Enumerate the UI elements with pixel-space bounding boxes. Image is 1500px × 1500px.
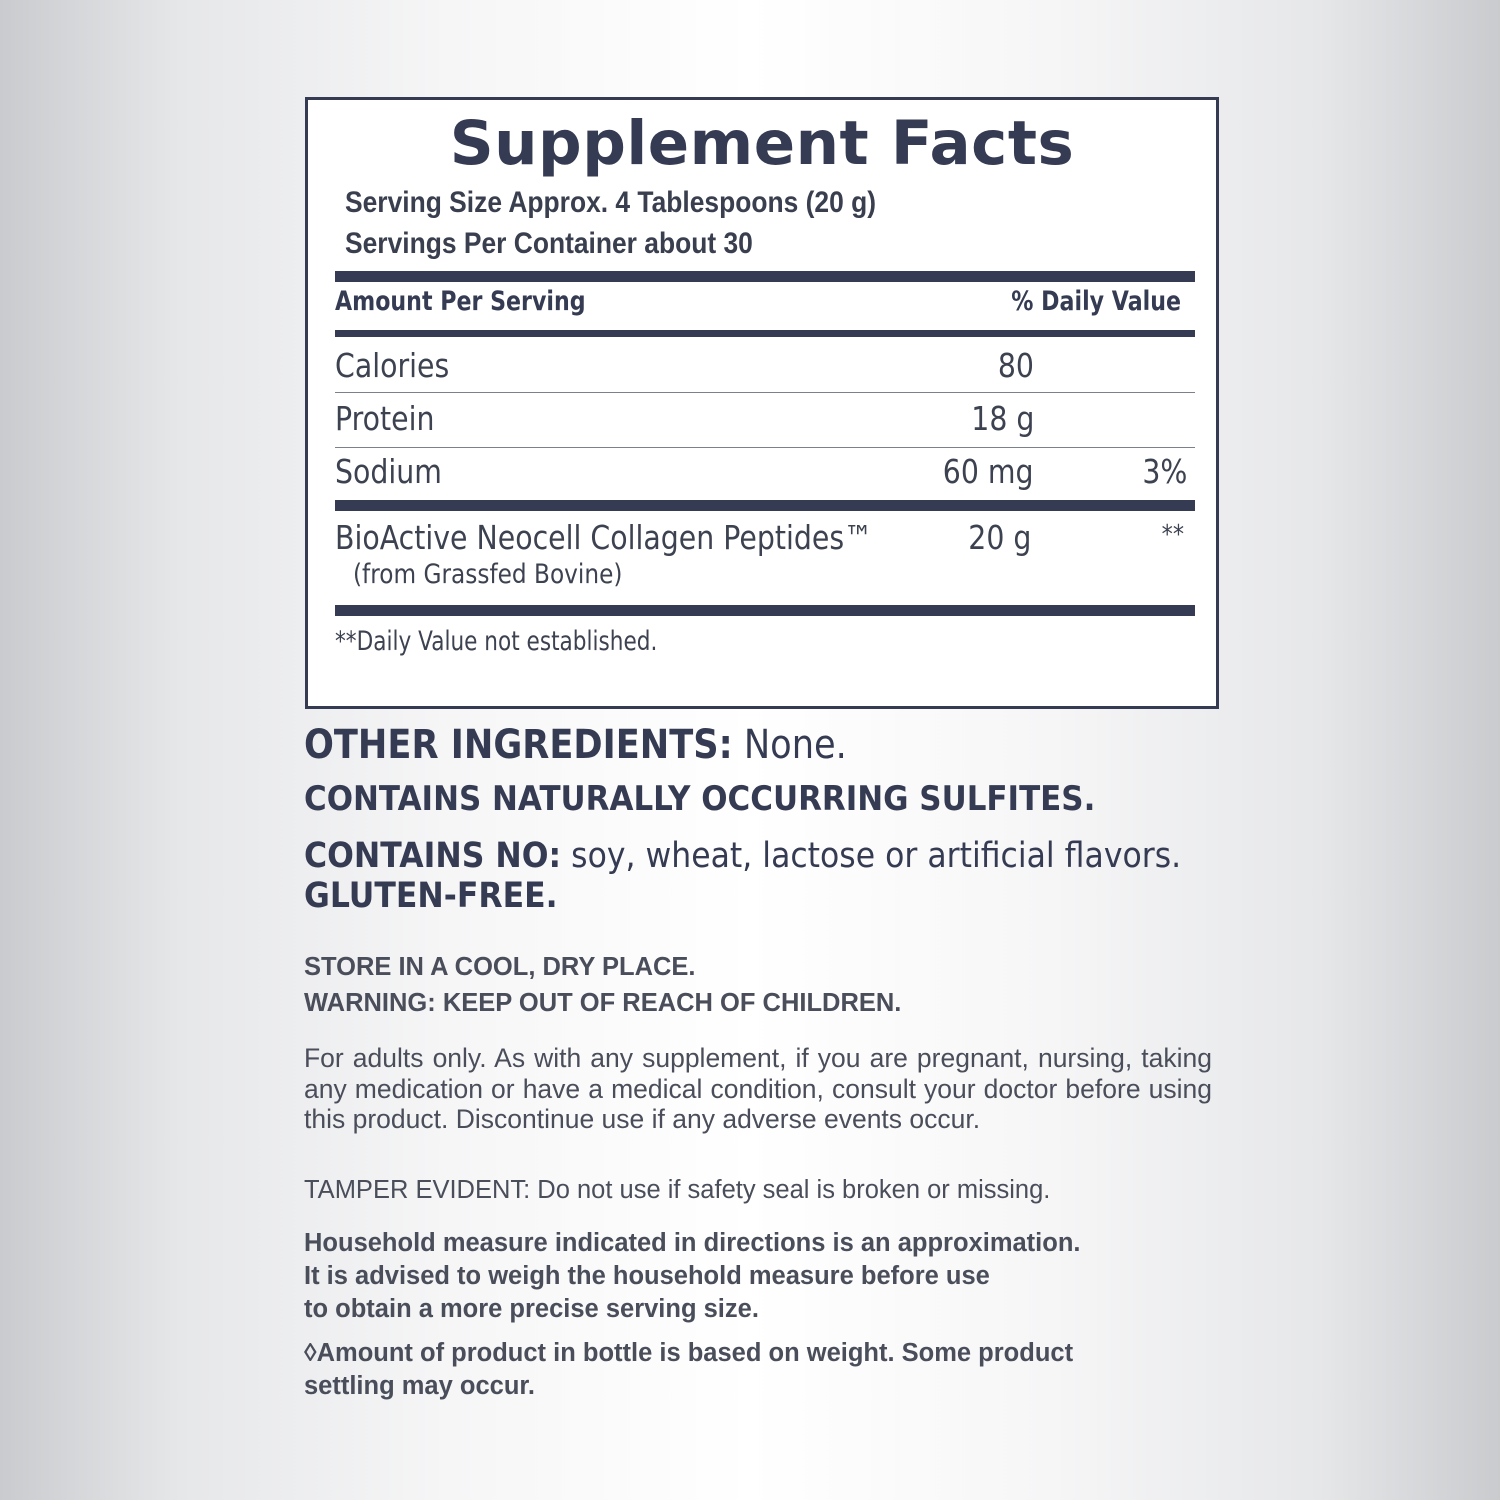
amount-per-serving-header: Amount Per Serving: [335, 286, 586, 317]
other-ingredients-label: OTHER INGREDIENTS:: [304, 722, 733, 768]
adults-only-paragraph: For adults only. As with any supplement, if you are pregnant, nursing, taking any medication or have a medical condition, consult your doctor before using this product. Discontinue use if any adverse events occur.: [304, 1043, 1212, 1134]
footnote: **Daily Value not established.: [335, 626, 658, 657]
row-collagen-source: (from Grassfed Bovine): [353, 559, 623, 590]
warning-statement: WARNING: KEEP OUT OF REACH OF CHILDREN.: [304, 989, 902, 1017]
thick-divider-bottom: [335, 605, 1195, 616]
supplement-facts-panel: [305, 97, 1219, 709]
row-calories-amount: 80: [997, 346, 1034, 385]
contains-no-label: CONTAINS NO:: [304, 836, 562, 876]
servings-per-container: Servings Per Container about 30: [345, 227, 753, 260]
household-line-2: It is advised to weigh the household measure before use: [304, 1262, 990, 1290]
row-divider: [335, 447, 1195, 448]
row-sodium-name: Sodium: [335, 452, 442, 491]
row-collagen-amount: 20 g: [967, 518, 1031, 557]
thick-divider-middle: [335, 500, 1195, 511]
tamper-evident: TAMPER EVIDENT: Do not use if safety seal is broken or missing.: [304, 1176, 1051, 1204]
daily-value-header: % Daily Value: [1011, 286, 1181, 317]
row-collagen-name: BioActive Neocell Collagen Peptides™: [335, 518, 873, 557]
weight-note-line-2: settling may occur.: [304, 1372, 535, 1400]
store-statement: STORE IN A COOL, DRY PLACE.: [304, 953, 696, 981]
row-protein-amount: 18 g: [970, 399, 1034, 438]
row-calories-name: Calories: [335, 346, 450, 385]
other-ingredients: [304, 722, 847, 768]
contains-no-value: soy, wheat, lactose or artificial flavors.: [561, 836, 1182, 876]
serving-size: Serving Size Approx. 4 Tablespoons (20 g): [345, 186, 877, 219]
thick-divider-header: [335, 330, 1195, 337]
row-sodium-amount: 60 mg: [943, 452, 1034, 491]
thick-divider-top: [335, 271, 1195, 282]
weight-note-line-1: ◊Amount of product in bottle is based on weight. Some product: [304, 1339, 1074, 1367]
row-protein-name: Protein: [335, 399, 435, 438]
row-divider: [335, 392, 1195, 393]
contains-no: [304, 836, 1181, 876]
panel-title: Supplement Facts: [449, 108, 1075, 179]
household-line-3: to obtain a more precise serving size.: [304, 1295, 759, 1323]
gluten-free: GLUTEN-FREE.: [304, 876, 558, 916]
other-ingredients-value: None.: [732, 722, 847, 768]
sulfites-statement: CONTAINS NATURALLY OCCURRING SULFITES.: [304, 779, 1096, 819]
row-collagen-dv: **: [1161, 520, 1184, 550]
row-sodium-dv: 3%: [1141, 452, 1187, 491]
household-line-1: Household measure indicated in directions is an approximation.: [304, 1229, 1081, 1257]
